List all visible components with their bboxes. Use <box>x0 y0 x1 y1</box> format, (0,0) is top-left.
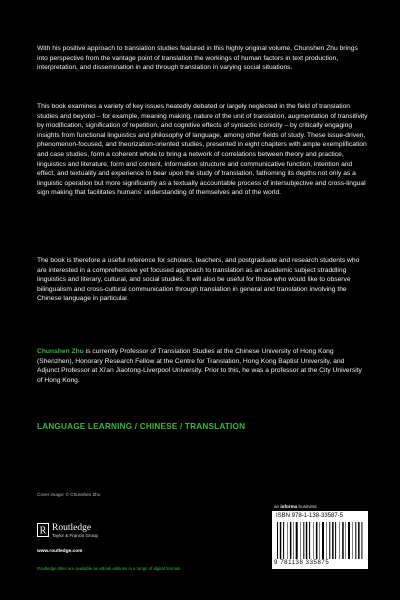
publisher-name: Routledge <box>52 523 92 533</box>
informa-business-line <box>274 504 317 509</box>
subject-categories: LANGUAGE LEARNING / CHINESE / TRANSLATION <box>37 422 246 431</box>
svg-text:R: R <box>39 525 47 537</box>
cover-image-credit: Cover image: © Chunshen Zhu <box>37 492 101 497</box>
isbn-label: ISBN 978-1-138-33587-5 <box>276 513 344 519</box>
blurb-paragraph-2: This book examines a variety of key issues heatedly debated or largely neglected in the field of translation studies and beyond – for example, meaning making, nature of the unit of translation, augmentation of transitivity by modification, signification of repetition, and cognitive effects of syntactic iconicity – by critically engaging insights from functional linguistics and philosophy of language, among other fields of study. These issue-driven, phenomenon-focused, and theorization-oriented studies, presented in eight chapters with ample exemplification and case studies, form a coherent whole to bring a network of correlations between theory and practice, linguistics and literature, form and content, information structure and communicative function, intention and effect, and textuality and experience to bear upon the study of translation, fathoming its depths not only as a linguistic operation but more significantly as a textually accountable process of intersubjective and cross-lingual sign making that facilitates humans' understanding of themselves and of the world. <box>37 103 368 197</box>
author-name: Chunshen Zhu <box>37 348 84 355</box>
barcode-digits: 9 781138 335875 <box>274 560 330 566</box>
publisher-website: www.routledge.com <box>37 549 83 554</box>
ebook-note: Routledge titles are available as eBook editions in a range of digital formats <box>37 566 181 571</box>
informa-suffix: business <box>297 504 317 509</box>
blurb-paragraph-3: The book is therefore a useful reference for scholars, teachers, and postgraduate and research students who are interested in a comprehensive yet focused approach to translation as an academic subject straddling linguistics and literary, cultural, and social studies. It will also be useful for those who would like to observe bilingualism and cross-cultural communication through translation in general and translation involving the Chinese language in particular. <box>37 257 360 303</box>
publisher-logo <box>37 523 98 539</box>
publisher-wordmark <box>52 523 98 539</box>
author-bio <box>37 347 368 385</box>
barcode-icon <box>276 522 364 559</box>
isbn-barcode-block <box>272 511 368 569</box>
informa-brand: informa <box>280 504 298 509</box>
author-bio-text: is currently Professor of Translation Studies at the Chinese University of Hong Kong (Shenzhen), Honorary Research Fellow at the Centre for Translation, Hong Kong Baptist University, and Adjunct Professor at Xi'an Jiaotong-Liverpool University. Prior to this, he was a professor at the City University of Hong Kong. <box>37 348 362 384</box>
routledge-logo-icon <box>37 523 49 537</box>
informa-prefix: an <box>274 504 281 509</box>
blurb-paragraph-1: With his positive approach to translation studies featured in this highly original volume, Chunshen Zhu brings into perspective from the vantage point of translation the workings of human factors in text production, interpretation, and dissemination in and through translation in varying social situations. <box>37 45 358 72</box>
publisher-tagline: Taylor & Francis Group <box>52 533 99 538</box>
